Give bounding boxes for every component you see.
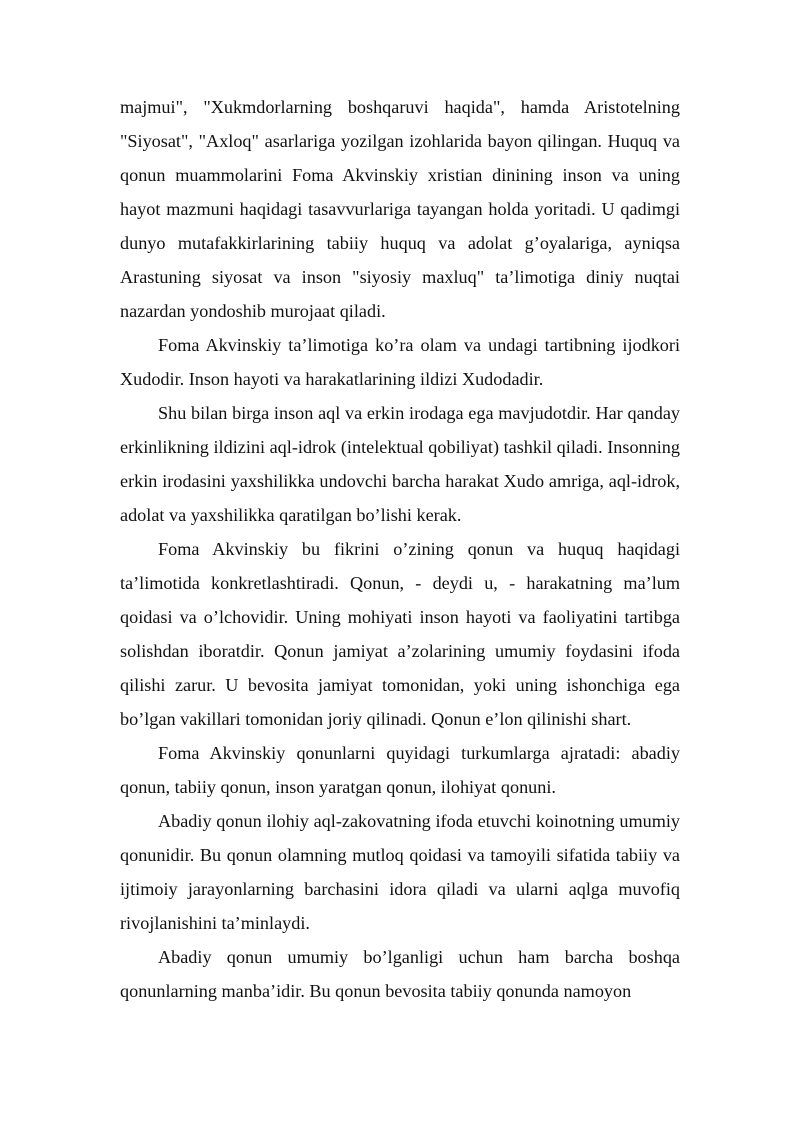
paragraph: Foma Akvinskiy qonunlarni quyidagi turkumlarga ajratadi: abadiy qonun, tabiiy qonun, inson yaratgan qonun, ilohiyat qonuni.: [120, 743, 680, 797]
document-body: [120, 90, 680, 1008]
paragraph: Shu bilan birga inson aql va erkin irodaga ega mavjudotdir. Har qanday erkinlikning ildizini aql-idrok (intelektual qobiliyat) tashkil qiladi. Insonning erkin irodasini yaxshilikka undovchi barcha harakat Xudo amriga, aql-idrok, adolat va yaxshilikka qaratilgan bo’lishi kerak.: [120, 403, 680, 525]
paragraph-continuation: majmui", "Xukmdorlarning boshqaruvi haqida", hamda Aristotelning "Siyosat", "Axloq" asarlariga yozilgan izohlarida bayon qilingan. Huquq va qonun muammolarini Foma Akvinskiy xristian dinining inson va uning hayot mazmuni haqidagi tasavvurlariga tayangan holda yoritadi. U qadimgi dunyo mutafakkirlarining tabiiy huquq va adolat g’oyalariga, ayniqsa Arastuning siyosat va inson "siyosiy maxluq" ta’limotiga diniy nuqtai nazardan yondoshib murojaat qiladi.: [120, 97, 680, 321]
paragraph: Foma Akvinskiy bu fikrini o’zining qonun va huquq haqidagi ta’limotida konkretlashtiradi. Qonun, - deydi u, - harakatning ma’lum qoidasi va o’lchovidir. Uning mohiyati inson hayoti va faoliyatini tartibga solishdan iboratdir. Qonun jamiyat a’zolarining umumiy foydasini ifoda qilishi zarur. U bevosita jamiyat tomonidan, yoki uning ishonchiga ega bo’lgan vakillari tomonidan joriy qilinadi. Qonun e’lon qilinishi shart.: [120, 539, 680, 729]
paragraph: Abadiy qonun umumiy bo’lganligi uchun ham barcha boshqa qonunlarning manba’idir. Bu qonun bevosita tabiiy qonunda namoyon: [120, 947, 680, 1001]
paragraph: Foma Akvinskiy ta’limotiga ko’ra olam va undagi tartibning ijodkori Xudodir. Inson hayoti va harakatlarining ildizi Xudodadir.: [120, 335, 680, 389]
paragraph: Abadiy qonun ilohiy aql-zakovatning ifoda etuvchi koinotning umumiy qonunidir. Bu qonun olamning mutloq qoidasi va tamoyili sifatida tabiiy va ijtimoiy jarayonlarning barchasini idora qiladi va ularni aqlga muvofiq rivojlanishini ta’minlaydi.: [120, 811, 680, 933]
